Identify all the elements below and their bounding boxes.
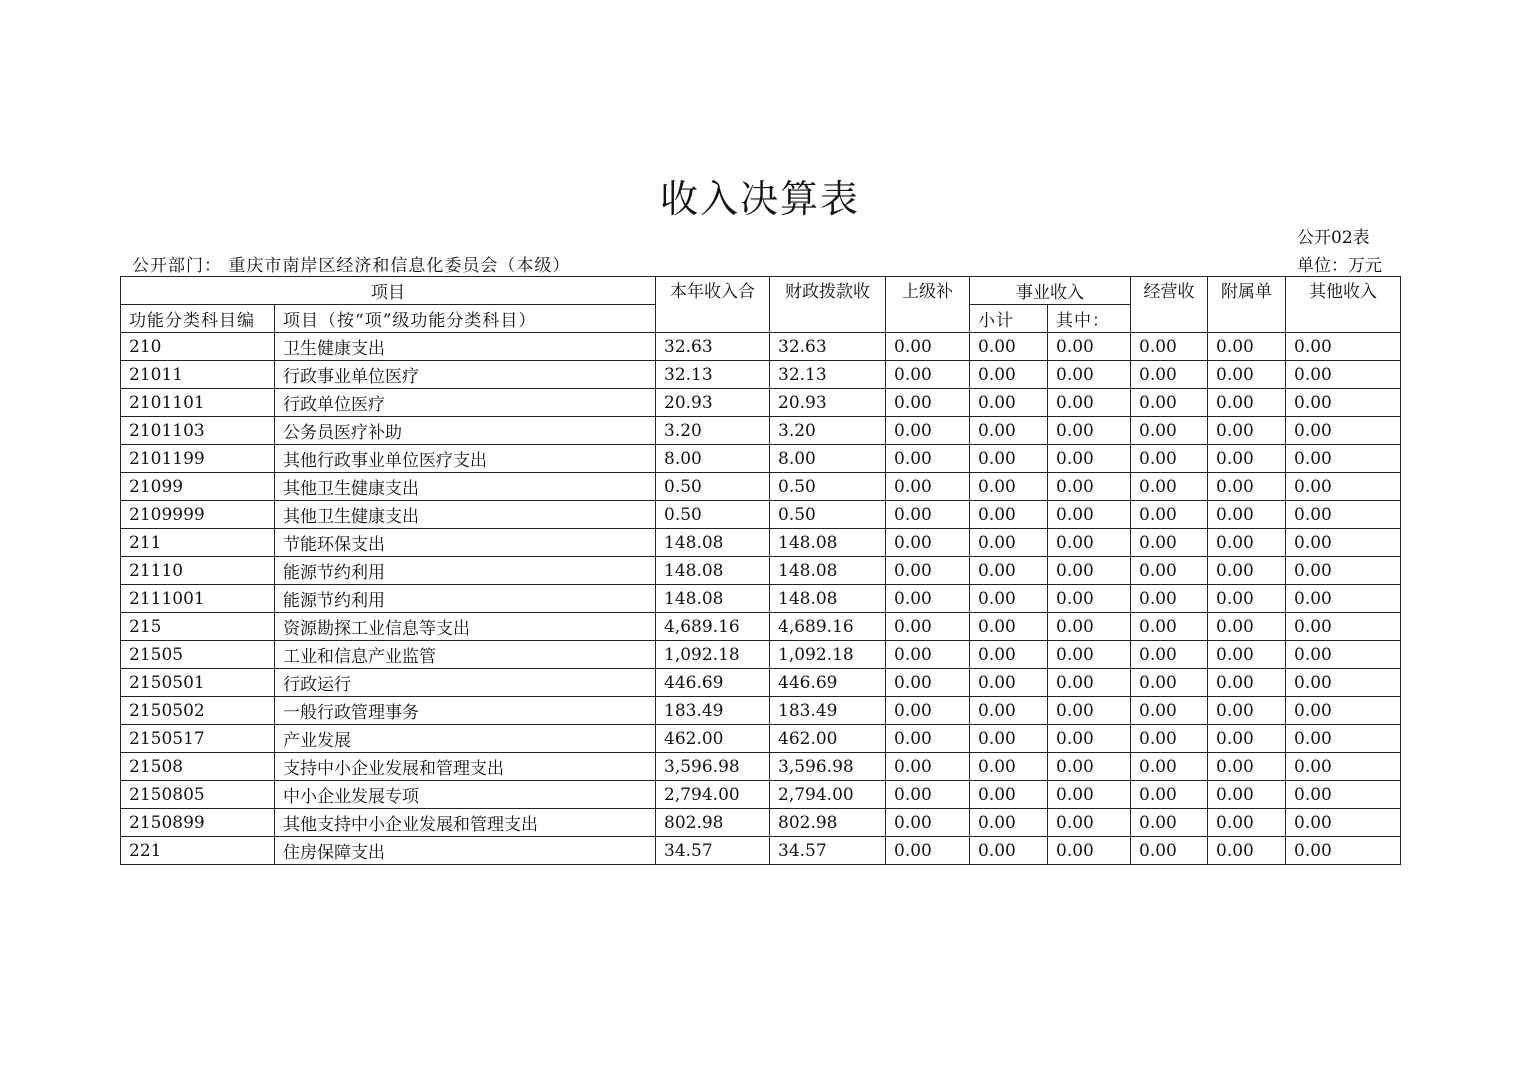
cell-affiliated: 0.00 [1208, 333, 1286, 361]
table-row [121, 725, 1401, 753]
cell-of-which: 0.00 [1048, 613, 1131, 641]
cell-code: 21110 [121, 557, 275, 585]
table-row [121, 333, 1401, 361]
cell-subtotal: 0.00 [970, 557, 1048, 585]
cell-subtotal: 0.00 [970, 473, 1048, 501]
cell-code: 221 [121, 837, 275, 865]
cell-affiliated: 0.00 [1208, 613, 1286, 641]
cell-name: 行政事业单位医疗 [275, 361, 656, 389]
cell-affiliated: 0.00 [1208, 473, 1286, 501]
cell-total: 0.50 [656, 501, 770, 529]
table-row [121, 753, 1401, 781]
table-row [121, 557, 1401, 585]
cell-of-which: 0.00 [1048, 445, 1131, 473]
cell-total: 802.98 [656, 809, 770, 837]
cell-fiscal: 183.49 [770, 697, 886, 725]
cell-of-which: 0.00 [1048, 389, 1131, 417]
cell-operating: 0.00 [1131, 389, 1208, 417]
cell-affiliated: 0.00 [1208, 669, 1286, 697]
cell-subtotal: 0.00 [970, 809, 1048, 837]
cell-total: 462.00 [656, 725, 770, 753]
cell-operating: 0.00 [1131, 585, 1208, 613]
cell-affiliated: 0.00 [1208, 529, 1286, 557]
cell-fiscal: 0.50 [770, 473, 886, 501]
cell-code: 2101103 [121, 417, 275, 445]
cell-superior: 0.00 [886, 389, 970, 417]
cell-operating: 0.00 [1131, 557, 1208, 585]
cell-code: 21011 [121, 361, 275, 389]
cell-affiliated: 0.00 [1208, 389, 1286, 417]
cell-other: 0.00 [1286, 725, 1401, 753]
header-operating: 经营收 [1131, 277, 1208, 333]
cell-name: 能源节约利用 [275, 585, 656, 613]
table-row [121, 501, 1401, 529]
cell-affiliated: 0.00 [1208, 445, 1286, 473]
cell-affiliated: 0.00 [1208, 585, 1286, 613]
cell-subtotal: 0.00 [970, 585, 1048, 613]
cell-affiliated: 0.00 [1208, 725, 1286, 753]
cell-other: 0.00 [1286, 613, 1401, 641]
cell-total: 8.00 [656, 445, 770, 473]
table-row [121, 529, 1401, 557]
form-number: 公开02表 [1297, 228, 1370, 248]
header-affiliated: 附属单 [1208, 277, 1286, 333]
cell-code: 2150805 [121, 781, 275, 809]
cell-total: 148.08 [656, 529, 770, 557]
table-row [121, 473, 1401, 501]
header-name: 项目（按“项”级功能分类科目） [275, 305, 656, 333]
cell-total: 0.50 [656, 473, 770, 501]
cell-superior: 0.00 [886, 725, 970, 753]
cell-other: 0.00 [1286, 669, 1401, 697]
cell-code: 2150899 [121, 809, 275, 837]
cell-name: 节能环保支出 [275, 529, 656, 557]
cell-subtotal: 0.00 [970, 529, 1048, 557]
cell-name: 公务员医疗补助 [275, 417, 656, 445]
cell-fiscal: 34.57 [770, 837, 886, 865]
cell-operating: 0.00 [1131, 753, 1208, 781]
cell-superior: 0.00 [886, 585, 970, 613]
cell-other: 0.00 [1286, 389, 1401, 417]
cell-superior: 0.00 [886, 753, 970, 781]
cell-total: 32.63 [656, 333, 770, 361]
cell-fiscal: 462.00 [770, 725, 886, 753]
cell-affiliated: 0.00 [1208, 809, 1286, 837]
cell-fiscal: 32.13 [770, 361, 886, 389]
table-body [121, 333, 1401, 865]
cell-subtotal: 0.00 [970, 361, 1048, 389]
cell-superior: 0.00 [886, 669, 970, 697]
cell-affiliated: 0.00 [1208, 417, 1286, 445]
cell-code: 21508 [121, 753, 275, 781]
cell-superior: 0.00 [886, 557, 970, 585]
cell-operating: 0.00 [1131, 669, 1208, 697]
cell-operating: 0.00 [1131, 613, 1208, 641]
cell-total: 2,794.00 [656, 781, 770, 809]
cell-of-which: 0.00 [1048, 641, 1131, 669]
page-title: 收入决算表 [659, 177, 860, 221]
cell-subtotal: 0.00 [970, 753, 1048, 781]
header-total: 本年收入合 [656, 277, 770, 333]
table-row [121, 389, 1401, 417]
cell-of-which: 0.00 [1048, 697, 1131, 725]
header-other: 其他收入 [1286, 277, 1401, 333]
cell-operating: 0.00 [1131, 809, 1208, 837]
cell-name: 中小企业发展专项 [275, 781, 656, 809]
cell-other: 0.00 [1286, 809, 1401, 837]
cell-name: 一般行政管理事务 [275, 697, 656, 725]
cell-total: 148.08 [656, 557, 770, 585]
cell-code: 2150502 [121, 697, 275, 725]
cell-operating: 0.00 [1131, 417, 1208, 445]
table-row [121, 697, 1401, 725]
cell-operating: 0.00 [1131, 725, 1208, 753]
cell-affiliated: 0.00 [1208, 501, 1286, 529]
table-row [121, 417, 1401, 445]
cell-name: 其他支持中小企业发展和管理支出 [275, 809, 656, 837]
cell-fiscal: 8.00 [770, 445, 886, 473]
cell-of-which: 0.00 [1048, 781, 1131, 809]
cell-other: 0.00 [1286, 529, 1401, 557]
cell-name: 工业和信息产业监管 [275, 641, 656, 669]
cell-operating: 0.00 [1131, 361, 1208, 389]
cell-name: 能源节约利用 [275, 557, 656, 585]
cell-name: 其他行政事业单位医疗支出 [275, 445, 656, 473]
cell-other: 0.00 [1286, 697, 1401, 725]
cell-subtotal: 0.00 [970, 389, 1048, 417]
cell-other: 0.00 [1286, 641, 1401, 669]
cell-code: 21505 [121, 641, 275, 669]
cell-affiliated: 0.00 [1208, 557, 1286, 585]
cell-total: 148.08 [656, 585, 770, 613]
cell-operating: 0.00 [1131, 529, 1208, 557]
cell-superior: 0.00 [886, 529, 970, 557]
table-row [121, 809, 1401, 837]
cell-fiscal: 148.08 [770, 585, 886, 613]
cell-other: 0.00 [1286, 361, 1401, 389]
cell-superior: 0.00 [886, 361, 970, 389]
cell-code: 210 [121, 333, 275, 361]
cell-name: 行政运行 [275, 669, 656, 697]
cell-operating: 0.00 [1131, 781, 1208, 809]
header-superior: 上级补 [886, 277, 970, 333]
cell-name: 其他卫生健康支出 [275, 473, 656, 501]
cell-operating: 0.00 [1131, 837, 1208, 865]
cell-total: 32.13 [656, 361, 770, 389]
cell-superior: 0.00 [886, 613, 970, 641]
cell-of-which: 0.00 [1048, 725, 1131, 753]
cell-other: 0.00 [1286, 585, 1401, 613]
cell-of-which: 0.00 [1048, 333, 1131, 361]
cell-of-which: 0.00 [1048, 753, 1131, 781]
cell-fiscal: 3.20 [770, 417, 886, 445]
cell-total: 183.49 [656, 697, 770, 725]
cell-other: 0.00 [1286, 837, 1401, 865]
cell-total: 34.57 [656, 837, 770, 865]
cell-of-which: 0.00 [1048, 557, 1131, 585]
cell-other: 0.00 [1286, 501, 1401, 529]
cell-subtotal: 0.00 [970, 725, 1048, 753]
cell-subtotal: 0.00 [970, 613, 1048, 641]
cell-name: 其他卫生健康支出 [275, 501, 656, 529]
cell-superior: 0.00 [886, 781, 970, 809]
cell-name: 卫生健康支出 [275, 333, 656, 361]
cell-name: 支持中小企业发展和管理支出 [275, 753, 656, 781]
cell-subtotal: 0.00 [970, 417, 1048, 445]
header-of-which: 其中： [1048, 305, 1131, 333]
table-row [121, 669, 1401, 697]
cell-fiscal: 1,092.18 [770, 641, 886, 669]
cell-other: 0.00 [1286, 557, 1401, 585]
cell-of-which: 0.00 [1048, 837, 1131, 865]
cell-fiscal: 4,689.16 [770, 613, 886, 641]
cell-superior: 0.00 [886, 697, 970, 725]
cell-superior: 0.00 [886, 837, 970, 865]
cell-subtotal: 0.00 [970, 837, 1048, 865]
cell-fiscal: 3,596.98 [770, 753, 886, 781]
cell-total: 3,596.98 [656, 753, 770, 781]
cell-of-which: 0.00 [1048, 809, 1131, 837]
cell-other: 0.00 [1286, 445, 1401, 473]
header-business: 事业收入 [970, 277, 1131, 305]
cell-superior: 0.00 [886, 333, 970, 361]
unit-label: 单位：万元 [1297, 256, 1382, 276]
cell-subtotal: 0.00 [970, 445, 1048, 473]
cell-code: 211 [121, 529, 275, 557]
cell-superior: 0.00 [886, 501, 970, 529]
cell-of-which: 0.00 [1048, 473, 1131, 501]
cell-fiscal: 2,794.00 [770, 781, 886, 809]
cell-affiliated: 0.00 [1208, 781, 1286, 809]
cell-total: 3.20 [656, 417, 770, 445]
cell-operating: 0.00 [1131, 333, 1208, 361]
cell-code: 21099 [121, 473, 275, 501]
cell-total: 1,092.18 [656, 641, 770, 669]
cell-superior: 0.00 [886, 445, 970, 473]
cell-operating: 0.00 [1131, 445, 1208, 473]
cell-total: 446.69 [656, 669, 770, 697]
table-row [121, 445, 1401, 473]
cell-of-which: 0.00 [1048, 669, 1131, 697]
cell-affiliated: 0.00 [1208, 697, 1286, 725]
cell-operating: 0.00 [1131, 697, 1208, 725]
cell-affiliated: 0.00 [1208, 641, 1286, 669]
cell-code: 215 [121, 613, 275, 641]
header-fiscal: 财政拨款收 [770, 277, 886, 333]
income-table [120, 276, 1401, 865]
header-subtotal: 小计 [970, 305, 1048, 333]
cell-name: 产业发展 [275, 725, 656, 753]
cell-superior: 0.00 [886, 641, 970, 669]
cell-other: 0.00 [1286, 417, 1401, 445]
cell-of-which: 0.00 [1048, 417, 1131, 445]
cell-operating: 0.00 [1131, 641, 1208, 669]
cell-fiscal: 20.93 [770, 389, 886, 417]
cell-total: 20.93 [656, 389, 770, 417]
cell-fiscal: 0.50 [770, 501, 886, 529]
header-item: 项目 [121, 277, 656, 305]
table-row [121, 837, 1401, 865]
cell-operating: 0.00 [1131, 473, 1208, 501]
cell-superior: 0.00 [886, 473, 970, 501]
cell-name: 资源勘探工业信息等支出 [275, 613, 656, 641]
header-code: 功能分类科目编 [121, 305, 275, 333]
cell-code: 2101199 [121, 445, 275, 473]
cell-of-which: 0.00 [1048, 529, 1131, 557]
cell-superior: 0.00 [886, 809, 970, 837]
cell-code: 2150501 [121, 669, 275, 697]
cell-of-which: 0.00 [1048, 361, 1131, 389]
cell-of-which: 0.00 [1048, 585, 1131, 613]
table-row [121, 585, 1401, 613]
table-row [121, 361, 1401, 389]
cell-name: 住房保障支出 [275, 837, 656, 865]
cell-of-which: 0.00 [1048, 501, 1131, 529]
header-row-1 [121, 277, 1401, 305]
cell-superior: 0.00 [886, 417, 970, 445]
cell-other: 0.00 [1286, 333, 1401, 361]
table-row [121, 781, 1401, 809]
cell-name: 行政单位医疗 [275, 389, 656, 417]
table-row [121, 641, 1401, 669]
cell-code: 2150517 [121, 725, 275, 753]
cell-code: 2101101 [121, 389, 275, 417]
cell-subtotal: 0.00 [970, 501, 1048, 529]
cell-other: 0.00 [1286, 781, 1401, 809]
cell-other: 0.00 [1286, 473, 1401, 501]
cell-other: 0.00 [1286, 753, 1401, 781]
cell-fiscal: 148.08 [770, 529, 886, 557]
cell-fiscal: 32.63 [770, 333, 886, 361]
cell-fiscal: 446.69 [770, 669, 886, 697]
cell-affiliated: 0.00 [1208, 361, 1286, 389]
cell-affiliated: 0.00 [1208, 837, 1286, 865]
table-row [121, 613, 1401, 641]
cell-code: 2109999 [121, 501, 275, 529]
cell-subtotal: 0.00 [970, 669, 1048, 697]
cell-total: 4,689.16 [656, 613, 770, 641]
cell-fiscal: 148.08 [770, 557, 886, 585]
cell-subtotal: 0.00 [970, 641, 1048, 669]
cell-subtotal: 0.00 [970, 697, 1048, 725]
cell-affiliated: 0.00 [1208, 753, 1286, 781]
cell-subtotal: 0.00 [970, 333, 1048, 361]
cell-code: 2111001 [121, 585, 275, 613]
cell-fiscal: 802.98 [770, 809, 886, 837]
cell-operating: 0.00 [1131, 501, 1208, 529]
cell-subtotal: 0.00 [970, 781, 1048, 809]
department-label: 公开部门： 重庆市南岸区经济和信息化委员会（本级） [132, 256, 571, 276]
